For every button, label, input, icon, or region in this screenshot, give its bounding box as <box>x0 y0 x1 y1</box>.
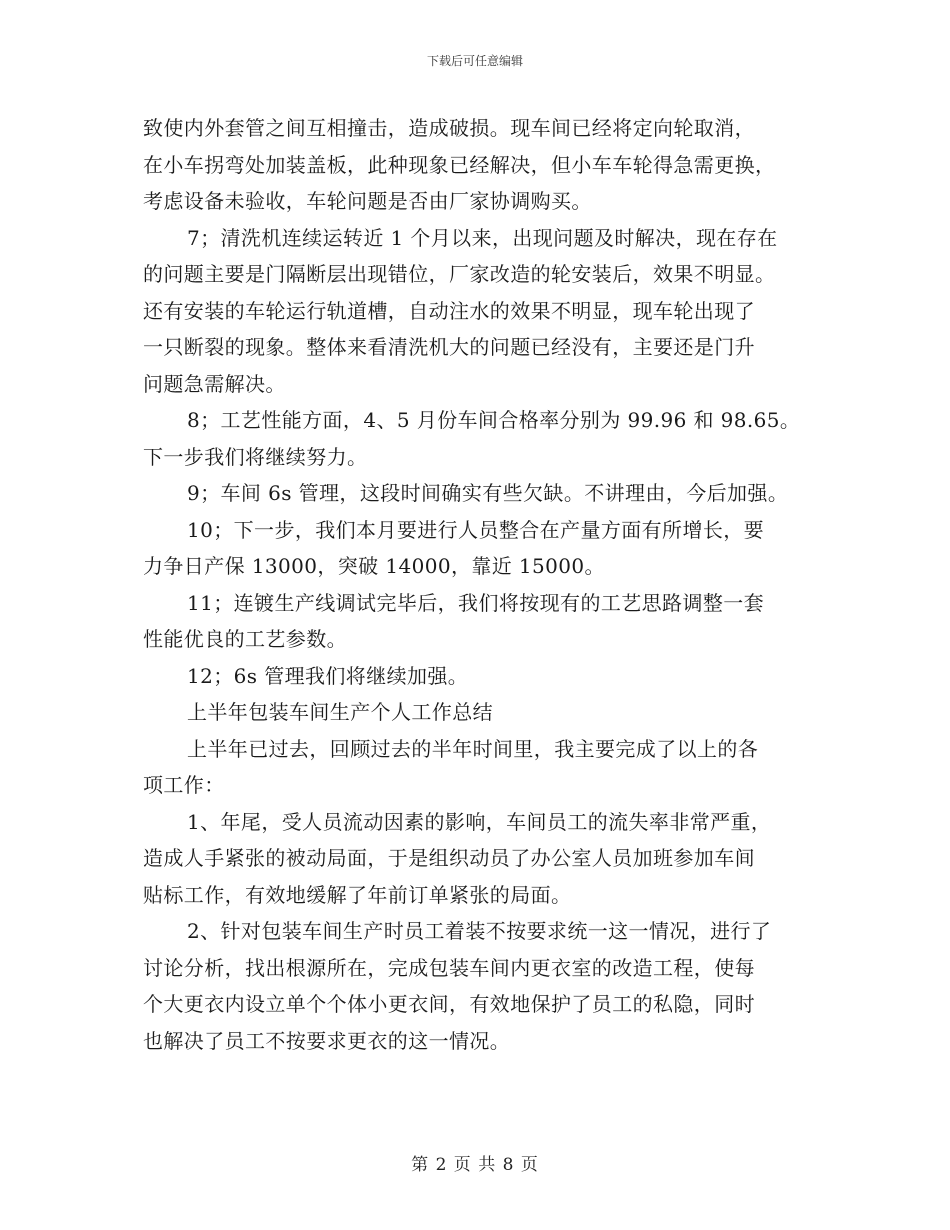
body-text-line: 上半年包装车间生产个人工作总结 <box>187 700 493 724</box>
body-text-line: 1、年尾，受人员流动因素的影响，车间员工的流失率非常严重， <box>187 809 772 834</box>
body-text-line: 9；车间 6s 管理，这段时间确实有些欠缺。不讲理由，今后加强。 <box>187 481 789 505</box>
body-text-line: 下一步我们将继续努力。 <box>143 444 368 469</box>
body-text-line: 的问题主要是门隔断层出现错位，厂家改造的轮安装后，效果不明显。 <box>143 262 776 286</box>
body-text-line: 一只断裂的现象。整体来看清洗机大的问题已经没有，主要还是门升 <box>143 335 755 359</box>
body-text-line: 11；连镀生产线调试完毕后，我们将按现有的工艺思路调整一套 <box>187 590 765 615</box>
document-body <box>143 110 813 1059</box>
body-text-line: 在小车拐弯处加装盖板，此种现象已经解决，但小车车轮得急需更换， <box>143 152 776 177</box>
body-text-line: 致使内外套管之间互相撞击，造成破损。现车间已经将定向轮取消， <box>143 116 755 140</box>
body-text-line: 考虑设备未验收，车轮问题是否由厂家协调购买。 <box>143 189 592 213</box>
body-text-line: 上半年已过去，回顾过去的半年时间里，我主要完成了以上的各 <box>187 736 759 761</box>
body-text-line: 项工作： <box>143 773 225 797</box>
body-text-line: 10；下一步，我们本月要进行人员整合在产量方面有所增长，要 <box>187 517 765 542</box>
body-text-line: 问题急需解决。 <box>143 371 286 396</box>
body-text-line: 2、针对包装车间生产时员工着装不按要求统一这一情况，进行了 <box>187 919 772 943</box>
page-number-footer: 第 2 页 共 8 页 <box>411 1155 539 1175</box>
body-text-line: 8；工艺性能方面，4、5 月份车间合格率分别为 99.96 和 98.65。 <box>187 408 801 432</box>
body-text-line: 力争日产保 13000，突破 14000，靠近 15000。 <box>143 554 605 578</box>
body-text-line: 7；清洗机连续运转近 1 个月以来，出现问题及时解决，现在存在 <box>187 225 778 250</box>
body-text-line: 性能优良的工艺参数。 <box>143 627 347 651</box>
body-text-line: 个大更衣内设立单个个体小更衣间，有效地保护了员工的私隐，同时 <box>143 992 755 1016</box>
body-text-line: 贴标工作，有效地缓解了年前订单紧张的局面。 <box>143 882 572 907</box>
body-text-line: 12；6s 管理我们将继续加强。 <box>187 663 469 688</box>
body-text-line: 造成人手紧张的被动局面，于是组织动员了办公室人员加班参加车间 <box>143 846 755 870</box>
page-header-note: 下载后可任意编辑 <box>426 54 523 68</box>
body-text-line: 还有安装的车轮运行轨道槽，自动注水的效果不明显，现车轮出现了 <box>143 298 755 323</box>
body-text-line: 也解决了员工不按要求更衣的这一情况。 <box>143 1028 511 1053</box>
body-text-line: 讨论分析，找出根源所在，完成包装车间内更衣室的改造工程，使每 <box>143 955 755 980</box>
